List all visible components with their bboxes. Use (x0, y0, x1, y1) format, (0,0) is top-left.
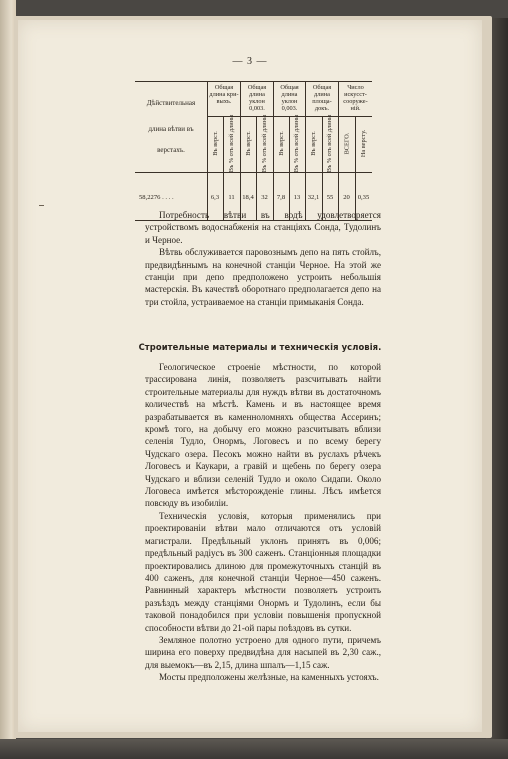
table-cell: 55 (326, 194, 334, 201)
subheader-versts: Въ верст. (211, 130, 219, 156)
paragraph: Техническія условія, которыя применялись при проектированіи вѣтви мало отличаются отъ условій магистрали. Предѣльный уклонъ принятъ въ 0,006; предѣльный радіусъ въ 300 саженъ. Станціонныя площадки проектировались длиною для промежуточныхъ станцій въ 400 саженъ, для конечной станціи Черное—450 саженъ. Равнинный характеръ мѣстности позволяетъ устроить разъѣздъ между станціями Онормъ и Тудолинъ, если бы таковой понадобился при условіи повышенія пропускной способности вѣтви до 21-ой пары поѣздовъ въ сутки. (145, 510, 381, 633)
paragraph: Земляное полотно устроено для одного пути, причемъ ширина его поверху предвидѣна для насыпей въ 2,30 саж., для выемокъ—въ 2,15, длина шпалъ—1,15 саж. (145, 634, 381, 670)
text-block-materials (145, 361, 381, 684)
subheader-versts: Въ верст. (310, 130, 317, 156)
subheader-versts: Въ верст. (277, 130, 285, 156)
margin-mark (39, 205, 44, 206)
table-cell: 20 (343, 194, 350, 201)
table-cell-length: 58,2276 . . . . (139, 194, 174, 201)
group-header-platforms: Общая длина площа-докъ. (312, 84, 332, 112)
subheader-total: ВСЕГО. (343, 132, 351, 154)
page-number: — 3 — (232, 56, 268, 67)
paragraph: Потребность вѣтви въ водѣ удовлетворяется устройствомъ водоснабженія на станціяхъ Сонда, Тудолинъ и Черное. (145, 210, 381, 245)
book-page (18, 20, 482, 732)
group-header-curves: Общая длина кри-выхъ. (209, 84, 239, 105)
row-label-line-1: Дѣйствительная (146, 99, 196, 107)
row-label-line-3: верстахъ. (157, 146, 185, 154)
table-cell: 11 (228, 194, 235, 201)
statistics-table (135, 81, 372, 221)
section-heading: Строительные материалы и техническія условія. (138, 342, 382, 352)
group-header-gradient-2: Общая длина уклон 0,003. (280, 84, 299, 112)
scan-background (0, 739, 508, 759)
subheader-percent: Въ % отъ всей длины (326, 114, 334, 172)
row-label-line-2: длина вѣтви въ (148, 125, 194, 133)
paragraph: Вѣтвь обслуживается паровознымъ депо на пять стойлъ, предвидѣннымъ на конечной станціи Черное. На этой же станціи при депо предположено устроить небольшія мастерскія. Въ качествѣ оборотнаго предполагается депо на три стойла, устраиваемое на станціи примыканія Сонда. (145, 247, 381, 307)
subheader-percent: Въ % отъ всей длины (261, 114, 268, 172)
table-cell: 18,4 (242, 194, 254, 201)
table-cell: 0,35 (357, 194, 370, 201)
subheader-percent: Въ % отъ всей длины (228, 114, 235, 172)
subheader-percent: Въ % отъ всей длины (293, 114, 301, 172)
table-cell: 32,1 (307, 194, 320, 201)
paragraph: Геологическое строеніе мѣстности, по которой трассирована линія, позволяетъ разсчитывать найти строительные материалы для нуждъ вѣтви въ достаточномъ количествѣ на мѣстѣ. Камень и въ настоящее время разрабатывается въ каменноломняхъ общества Ассеринъ; кромѣ того, на добычу его можно разсчитывать вблизи селенія Тудло, Онормъ, Логовесъ и по всему берегу Чудскаго озера. Песокъ можно найти въ руслахъ рѣчекъ Логовесъ и Каукари, а гравій и щебень по берегу озера Чудскаго и вблизи селеній Тудло и около Сидапи. Около Логовеса имѣется мѣсторожденіе глины. Лѣсъ имѣется повсюду въ изобиліи. (145, 362, 381, 509)
table-cell: 7,8 (276, 194, 286, 201)
table-cell: 6,3 (210, 194, 220, 201)
paragraph: Мосты предположены желѣзные, на каменныхъ устояхъ. (159, 672, 379, 683)
subheader-versts: Въ верст. (244, 130, 252, 156)
text-block-water-depot (145, 209, 381, 308)
group-header-gradient-1: Общая длина уклон 0,003. (247, 84, 267, 112)
group-header-structures: Число искусст-сооруже-ній. (343, 84, 368, 112)
subheader-per-verst: На версту. (360, 129, 368, 157)
table-cell: 13 (293, 194, 301, 201)
table-cell: 32 (261, 194, 268, 201)
